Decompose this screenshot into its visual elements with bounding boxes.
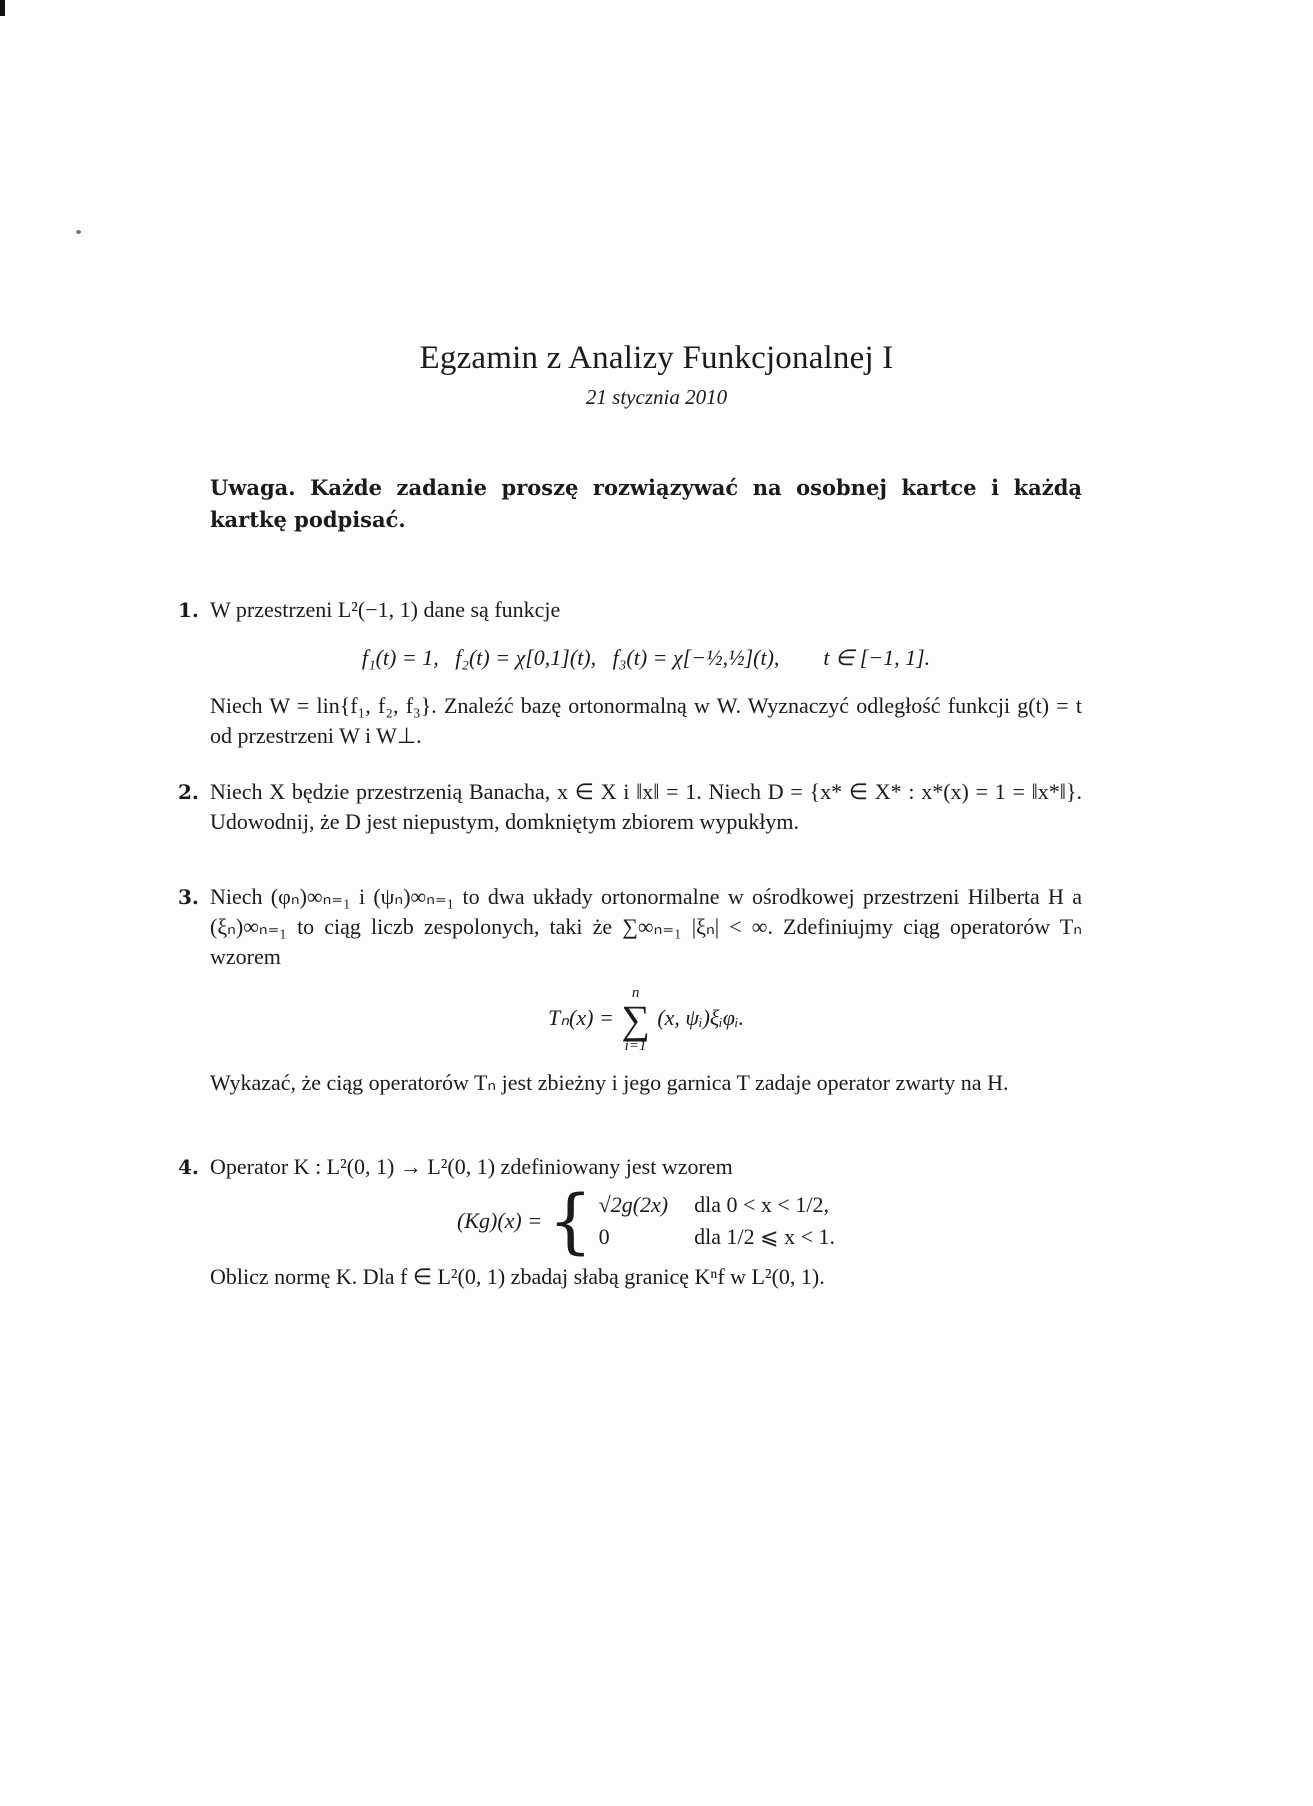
exam-date: 21 stycznia 2010	[585, 385, 728, 409]
case-2-condition: dla 1/2 ⩽ x < 1.	[694, 1224, 835, 1249]
problem-intro: Niech (φₙ)∞ₙ₌₁ i (ψₙ)∞ₙ₌₁ to dwa układy ortonormalne w ośrodkowej przestrzeni Hilberta H a (ξₙ)∞ₙ₌₁ to ciąg liczb zespolonych, taki że ∑∞ₙ₌₁ |ξₙ| < ∞. Zdefiniujmy ciąg operatorów Tₙ wzorem	[210, 884, 1082, 969]
sum-lower-limit: i=1	[624, 1038, 647, 1054]
sum-upper-limit: n	[631, 985, 640, 1001]
problem-intro: W przestrzeni L²(−1, 1) dane są funkcje	[210, 597, 561, 622]
exam-title: Egzamin z Analizy Funkcjonalnej I	[419, 340, 894, 376]
case-2-expr: 0	[598, 1224, 610, 1249]
formula-lhs: Tₙ(x) =	[548, 1005, 614, 1031]
sum-sign-icon: ∑	[621, 997, 650, 1042]
problem-formula: f₁(t) = 1, f₂(t) = χ[0,1](t), f₃(t) = χ[−½,½](t), t ∈ [−1, 1].	[361, 645, 931, 670]
case-1-expr: √2g(2x)	[598, 1192, 669, 1217]
left-brace-icon: {	[548, 1180, 593, 1262]
problem-number: 3.	[178, 885, 199, 909]
problem-4	[178, 1152, 1082, 1292]
problem-number: 2.	[178, 780, 199, 804]
case-1-condition: dla 0 < x < 1/2,	[694, 1192, 829, 1217]
formula-rhs: (x, ψᵢ)ξᵢφᵢ.	[657, 1005, 744, 1031]
sum-operator	[621, 986, 650, 1054]
problem-2	[178, 777, 1082, 837]
problem-text: Niech X będzie przestrzenią Banacha, x ∈ X i ‖x‖ = 1. Niech D = {x* ∈ X* : x*(x) = 1 = ‖x*‖}. Udowodnij, że D jest niepustym, domkniętym zbiorem wypukłym.	[210, 779, 1082, 834]
scan-speck	[76, 230, 81, 234]
problem-text: Niech W = lin{f₁, f₂, f₃}. Znaleźć bazę ortonormalną w W. Wyznaczyć odległość funkcji g(t) = t od przestrzeni W i W⊥.	[210, 693, 1082, 748]
piecewise-definition	[457, 1180, 835, 1262]
cases	[599, 1190, 835, 1252]
problem-text: Wykazać, że ciąg operatorów Tₙ jest zbieżny i jego garnica T zadaje operator zwarty na H.	[210, 1070, 1009, 1095]
problem-3	[178, 882, 1082, 1098]
problem-number: 4.	[178, 1155, 199, 1179]
problem-formula	[210, 1180, 1082, 1262]
problem-number: 1.	[178, 598, 199, 622]
problem-formula	[210, 986, 1082, 1054]
exam-note: Uwaga. Każde zadanie proszę rozwiązywać na osobnej kartce i każdą kartkę podpisać.	[210, 475, 1082, 532]
problem-text: Oblicz normę K. Dla f ∈ L²(0, 1) zbadaj słabą granicę Kⁿf w L²(0, 1).	[210, 1264, 825, 1289]
problem-1	[178, 595, 1082, 751]
formula-lhs: (Kg)(x) =	[457, 1208, 543, 1233]
problem-intro: Operator K : L²(0, 1) → L²(0, 1) zdefiniowany jest wzorem	[210, 1154, 733, 1179]
scan-edge-mark	[0, 0, 5, 16]
